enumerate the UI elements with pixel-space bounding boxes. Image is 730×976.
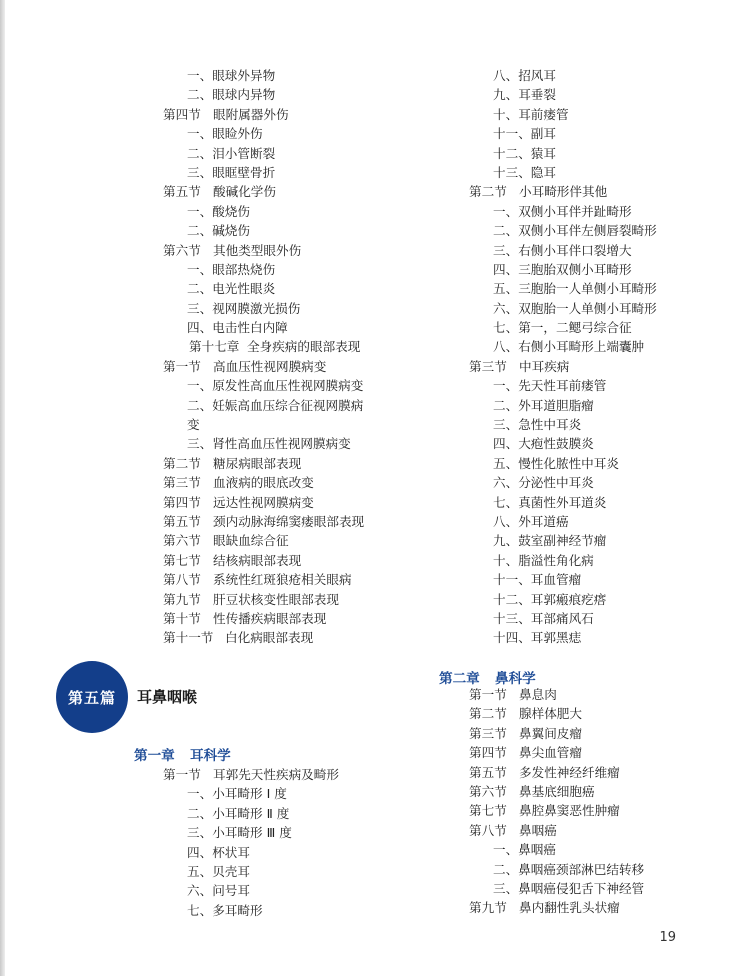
toc-section bbox=[163, 241, 423, 260]
toc-text: 眼部热烧伤 bbox=[212, 261, 276, 277]
toc-item bbox=[469, 299, 719, 318]
toc-prefix: 八、 bbox=[493, 513, 519, 529]
toc-prefix: 六、 bbox=[493, 475, 519, 491]
toc-section bbox=[163, 765, 423, 784]
toc-prefix: 四、 bbox=[493, 436, 519, 452]
toc-text: 鼻内翻性乳头状瘤 bbox=[519, 900, 620, 916]
toc-text: 鼻咽癌侵犯舌下神经管 bbox=[518, 880, 645, 896]
toc-text: 鼓室副神经节瘤 bbox=[518, 533, 607, 549]
toc-item bbox=[469, 609, 719, 628]
toc-text: 结核病眼部表现 bbox=[213, 552, 302, 568]
toc-text: 变 bbox=[187, 417, 200, 433]
toc-prefix: 二、 bbox=[493, 397, 519, 413]
toc-text: 电击性白内障 bbox=[212, 320, 288, 336]
toc-text: 白化病眼部表现 bbox=[225, 630, 314, 646]
chapter-number: 第一章 bbox=[134, 748, 175, 764]
toc-prefix: 第十一节 bbox=[163, 630, 214, 646]
toc-text: 肝豆状核变性眼部表现 bbox=[213, 591, 339, 607]
toc-prefix: 三、 bbox=[187, 825, 213, 841]
toc-text: 贝壳耳 bbox=[212, 863, 250, 879]
toc-left-bottom bbox=[163, 765, 423, 920]
toc-item bbox=[163, 163, 423, 182]
part-title: 耳鼻咽喉 bbox=[137, 688, 198, 706]
toc-prefix: 八、 bbox=[493, 68, 519, 83]
toc-text: 鼻息肉 bbox=[519, 687, 557, 702]
toc-section bbox=[163, 551, 423, 570]
toc-item bbox=[469, 337, 719, 356]
toc-prefix: 第九节 bbox=[163, 591, 201, 607]
toc-item bbox=[469, 85, 719, 104]
toc-item bbox=[469, 879, 719, 898]
toc-item bbox=[163, 66, 423, 85]
toc-text: 耳郭黑痣 bbox=[530, 630, 582, 646]
toc-prefix: 一、 bbox=[187, 378, 213, 394]
toc-text: 性传播疾病眼部表现 bbox=[213, 610, 327, 626]
toc-text: 系统性红斑狼疮相关眼病 bbox=[213, 572, 352, 588]
toc-prefix: 九、 bbox=[493, 533, 519, 549]
toc-text: 视网膜激光损伤 bbox=[212, 300, 301, 316]
toc-text: 双侧小耳伴并趾畸形 bbox=[518, 203, 632, 219]
toc-text: 外耳道癌 bbox=[518, 513, 569, 529]
toc-text: 眼缺血综合征 bbox=[213, 533, 289, 549]
toc-text: 碱烧伤 bbox=[212, 223, 250, 239]
toc-text: 眼球内异物 bbox=[212, 87, 276, 103]
toc-text: 酸碱化学伤 bbox=[213, 184, 276, 200]
toc-prefix: 第八节 bbox=[163, 572, 201, 588]
toc-prefix: 十一、 bbox=[493, 572, 531, 588]
toc-text: 泪小管断裂 bbox=[212, 145, 276, 161]
toc-text: 鼻基底细胞癌 bbox=[519, 783, 595, 799]
toc-prefix: 六、 bbox=[493, 300, 519, 316]
toc-prefix: 十四、 bbox=[493, 630, 531, 646]
toc-section bbox=[163, 454, 423, 473]
toc-item bbox=[469, 163, 719, 182]
chapter-number: 第二章 bbox=[439, 671, 480, 687]
toc-item bbox=[163, 85, 423, 104]
toc-item bbox=[469, 415, 719, 434]
toc-item bbox=[469, 221, 719, 240]
toc-text: 肾性高血压性视网膜病变 bbox=[212, 436, 351, 452]
toc-item bbox=[469, 318, 719, 337]
toc-prefix: 七、 bbox=[493, 320, 519, 336]
part-badge-label: 第五篇 bbox=[67, 688, 116, 707]
toc-text: 真菌性外耳道炎 bbox=[518, 494, 607, 510]
toc-item bbox=[469, 202, 719, 221]
toc-prefix: 七、 bbox=[187, 902, 213, 918]
toc-item bbox=[469, 105, 719, 124]
toc-text: 杯状耳 bbox=[212, 844, 250, 860]
toc-text: 其他类型眼外伤 bbox=[213, 242, 302, 258]
toc-text: 外耳道胆脂瘤 bbox=[518, 397, 594, 413]
toc-text: 第一，二鳃弓综合征 bbox=[518, 320, 632, 336]
toc-prefix: 一、 bbox=[187, 261, 213, 277]
toc-prefix: 十三、 bbox=[493, 164, 531, 180]
toc-section bbox=[469, 357, 719, 376]
toc-text: 分泌性中耳炎 bbox=[518, 475, 594, 491]
toc-prefix: 一、 bbox=[187, 68, 213, 83]
page-edge bbox=[0, 0, 5, 976]
toc-item bbox=[469, 376, 719, 395]
toc-prefix: 第六节 bbox=[163, 242, 201, 258]
toc-text: 眼眶壁骨折 bbox=[212, 164, 276, 180]
toc-item bbox=[163, 396, 423, 415]
toc-prefix: 一、 bbox=[187, 126, 213, 142]
toc-item bbox=[163, 279, 423, 298]
toc-item bbox=[469, 628, 719, 647]
toc-item bbox=[163, 415, 423, 434]
toc-text: 眼球外异物 bbox=[212, 68, 276, 83]
toc-section bbox=[469, 182, 719, 201]
toc-text: 双胞胎一人单侧小耳畸形 bbox=[518, 300, 657, 316]
toc-prefix: 七、 bbox=[493, 494, 519, 510]
toc-left-top bbox=[163, 66, 423, 648]
toc-prefix: 三、 bbox=[187, 436, 213, 452]
toc-text: 多耳畸形 bbox=[212, 902, 263, 918]
toc-item bbox=[163, 124, 423, 143]
toc-text: 远达性视网膜病变 bbox=[213, 494, 314, 510]
toc-section bbox=[469, 743, 719, 762]
toc-text: 耳部痛风石 bbox=[530, 610, 594, 626]
toc-text: 先天性耳前瘘管 bbox=[518, 378, 607, 394]
toc-text: 多发性神经纤维瘤 bbox=[519, 764, 620, 780]
toc-item bbox=[469, 66, 719, 85]
toc-text: 右侧小耳伴口裂增大 bbox=[518, 242, 632, 258]
toc-text: 糖尿病眼部表现 bbox=[213, 455, 302, 471]
chapter-title: 鼻科学 bbox=[495, 671, 536, 687]
toc-text: 三胞胎一人单侧小耳畸形 bbox=[518, 281, 657, 297]
toc-item bbox=[163, 434, 423, 453]
toc-item bbox=[163, 299, 423, 318]
toc-text: 耳郭瘢痕疙瘩 bbox=[530, 591, 607, 607]
toc-section bbox=[469, 821, 719, 840]
toc-text: 鼻尖血管瘤 bbox=[519, 745, 582, 761]
toc-prefix: 二、 bbox=[493, 861, 519, 877]
toc-prefix: 四、 bbox=[187, 844, 213, 860]
toc-item bbox=[469, 454, 719, 473]
toc-text: 隐耳 bbox=[530, 164, 556, 180]
toc-text: 右侧小耳畸形上端囊肿 bbox=[518, 339, 645, 355]
toc-item bbox=[469, 434, 719, 453]
toc-item bbox=[163, 318, 423, 337]
toc-prefix: 十二、 bbox=[493, 591, 531, 607]
toc-prefix: 十、 bbox=[493, 552, 519, 568]
toc-item bbox=[163, 843, 423, 862]
toc-item bbox=[469, 590, 719, 609]
toc-item bbox=[469, 144, 719, 163]
toc-text: 慢性化脓性中耳炎 bbox=[518, 455, 619, 471]
toc-prefix: 第二节 bbox=[469, 706, 507, 722]
toc-text: 耳郭先天性疾病及畸形 bbox=[213, 767, 339, 782]
toc-section bbox=[163, 628, 423, 647]
toc-text: 鼻咽癌颈部淋巴结转移 bbox=[518, 861, 645, 877]
toc-prefix: 十三、 bbox=[493, 610, 531, 626]
toc-text: 鼻腔鼻窦恶性肿瘤 bbox=[519, 803, 620, 819]
toc-item bbox=[469, 260, 719, 279]
toc-text: 电光性眼炎 bbox=[212, 281, 276, 297]
toc-section bbox=[469, 704, 719, 723]
toc-prefix: 二、 bbox=[187, 145, 213, 161]
toc-text: 小耳畸形伴其他 bbox=[519, 184, 608, 200]
toc-item bbox=[469, 473, 719, 492]
toc-section bbox=[163, 609, 423, 628]
toc-item bbox=[163, 144, 423, 163]
toc-item bbox=[163, 823, 423, 842]
chapter-title: 耳科学 bbox=[190, 748, 231, 764]
toc-prefix: 第五节 bbox=[163, 184, 201, 200]
toc-item bbox=[163, 202, 423, 221]
toc-section bbox=[163, 590, 423, 609]
toc-text: 鼻翼间皮瘤 bbox=[519, 725, 582, 741]
toc-item bbox=[163, 901, 423, 920]
toc-prefix: 第七节 bbox=[469, 803, 507, 819]
toc-prefix: 第二节 bbox=[163, 455, 201, 471]
toc-text: 妊娠高血压综合征视网膜病 bbox=[212, 397, 364, 413]
toc-item bbox=[469, 840, 719, 859]
toc-prefix: 第三节 bbox=[469, 358, 507, 374]
toc-prefix: 第五节 bbox=[469, 764, 507, 780]
toc-section bbox=[163, 493, 423, 512]
toc-text: 腺样体肥大 bbox=[519, 706, 582, 722]
chapter-heading-nose bbox=[439, 667, 536, 687]
toc-item bbox=[469, 860, 719, 879]
toc-item bbox=[163, 376, 423, 395]
toc-prefix: 三、 bbox=[187, 300, 213, 316]
toc-prefix: 第九节 bbox=[469, 900, 507, 916]
toc-text: 颈内动脉海绵窦瘘眼部表现 bbox=[213, 513, 365, 529]
toc-text: 小耳畸形 Ⅲ 度 bbox=[212, 825, 292, 841]
toc-prefix: 四、 bbox=[493, 261, 519, 277]
toc-prefix: 四、 bbox=[187, 320, 213, 336]
toc-text: 眼睑外伤 bbox=[212, 126, 263, 142]
toc-text: 眼附属器外伤 bbox=[213, 106, 289, 122]
toc-section bbox=[469, 685, 719, 704]
toc-text: 大疱性鼓膜炎 bbox=[518, 436, 594, 452]
toc-text: 脂溢性角化病 bbox=[518, 552, 594, 568]
toc-text: 猿耳 bbox=[530, 145, 556, 161]
toc-prefix: 第八节 bbox=[469, 822, 507, 838]
toc-prefix: 第三节 bbox=[163, 475, 201, 491]
toc-section bbox=[469, 724, 719, 743]
toc-text: 耳垂裂 bbox=[518, 87, 556, 103]
toc-item bbox=[469, 531, 719, 550]
toc-item bbox=[163, 862, 423, 881]
toc-section bbox=[469, 898, 719, 917]
toc-prefix: 五、 bbox=[493, 455, 519, 471]
toc-text: 全身疾病的眼部表现 bbox=[247, 339, 361, 355]
toc-item bbox=[469, 124, 719, 143]
toc-prefix: 五、 bbox=[187, 863, 213, 879]
toc-text: 原发性高血压性视网膜病变 bbox=[212, 378, 364, 394]
toc-text: 血液病的眼底改变 bbox=[213, 475, 314, 491]
toc-prefix: 一、 bbox=[493, 842, 519, 858]
toc-text: 三胞胎双侧小耳畸形 bbox=[518, 261, 632, 277]
toc-section bbox=[163, 512, 423, 531]
toc-section bbox=[469, 782, 719, 801]
toc-item bbox=[469, 551, 719, 570]
toc-prefix: 第四节 bbox=[163, 494, 201, 510]
toc-section bbox=[469, 801, 719, 820]
toc-prefix: 一、 bbox=[493, 378, 519, 394]
toc-item bbox=[163, 804, 423, 823]
toc-item bbox=[469, 512, 719, 531]
toc-prefix: 第七节 bbox=[163, 552, 201, 568]
toc-section bbox=[163, 570, 423, 589]
toc-prefix: 第一节 bbox=[163, 767, 201, 782]
toc-prefix: 二、 bbox=[187, 223, 213, 239]
chapter-heading-ear bbox=[134, 744, 231, 764]
toc-prefix: 二、 bbox=[187, 87, 213, 103]
toc-prefix: 一、 bbox=[187, 203, 213, 219]
toc-text: 鼻咽癌 bbox=[518, 842, 556, 858]
toc-prefix: 第六节 bbox=[163, 533, 201, 549]
toc-prefix: 二、 bbox=[187, 281, 213, 297]
toc-section bbox=[163, 531, 423, 550]
toc-item bbox=[163, 784, 423, 803]
toc-text: 急性中耳炎 bbox=[518, 417, 582, 433]
toc-prefix: 第一节 bbox=[469, 687, 507, 702]
toc-prefix: 三、 bbox=[493, 880, 519, 896]
toc-prefix: 十二、 bbox=[493, 145, 531, 161]
toc-text: 高血压性视网膜病变 bbox=[213, 358, 327, 374]
toc-item bbox=[163, 881, 423, 900]
part-badge bbox=[56, 661, 128, 733]
toc-prefix: 八、 bbox=[493, 339, 519, 355]
toc-prefix: 十一、 bbox=[493, 126, 531, 142]
toc-text: 耳血管瘤 bbox=[530, 572, 582, 588]
toc-prefix: 二、 bbox=[187, 805, 213, 821]
toc-prefix: 第六节 bbox=[469, 783, 507, 799]
toc-text: 小耳畸形 Ⅱ 度 bbox=[212, 805, 290, 821]
toc-prefix: 第五节 bbox=[163, 513, 201, 529]
toc-section bbox=[163, 105, 423, 124]
toc-section bbox=[163, 182, 423, 201]
toc-right-bottom bbox=[469, 685, 719, 918]
toc-prefix: 五、 bbox=[493, 281, 519, 297]
toc-prefix: 第一节 bbox=[163, 358, 201, 374]
toc-prefix: 二、 bbox=[187, 397, 213, 413]
toc-section bbox=[163, 473, 423, 492]
toc-prefix: 一、 bbox=[493, 203, 519, 219]
toc-prefix: 三、 bbox=[493, 417, 519, 433]
toc-prefix: 第四节 bbox=[163, 106, 201, 122]
toc-item bbox=[469, 570, 719, 589]
toc-text: 副耳 bbox=[530, 126, 556, 142]
toc-item bbox=[163, 221, 423, 240]
toc-right-top bbox=[469, 66, 719, 648]
toc-text: 问号耳 bbox=[212, 883, 250, 899]
toc-section bbox=[163, 357, 423, 376]
toc-prefix: 三、 bbox=[493, 242, 519, 258]
toc-prefix: 一、 bbox=[187, 786, 213, 802]
toc-text: 招风耳 bbox=[518, 68, 556, 83]
toc-item bbox=[469, 493, 719, 512]
toc-section bbox=[469, 763, 719, 782]
toc-prefix: 第四节 bbox=[469, 745, 507, 761]
toc-chapter bbox=[163, 337, 423, 356]
toc-item bbox=[469, 241, 719, 260]
toc-prefix: 十、 bbox=[493, 106, 519, 122]
toc-text: 耳前瘘管 bbox=[518, 106, 569, 122]
toc-item bbox=[469, 279, 719, 298]
toc-text: 双侧小耳伴左侧唇裂畸形 bbox=[518, 223, 657, 239]
toc-prefix: 二、 bbox=[493, 223, 519, 239]
toc-text: 中耳疾病 bbox=[519, 358, 570, 374]
toc-prefix: 第三节 bbox=[469, 725, 507, 741]
toc-item bbox=[163, 260, 423, 279]
toc-item bbox=[469, 396, 719, 415]
toc-prefix: 三、 bbox=[187, 164, 213, 180]
toc-text: 酸烧伤 bbox=[212, 203, 250, 219]
toc-prefix: 第十七章 bbox=[189, 339, 240, 355]
toc-prefix: 六、 bbox=[187, 883, 213, 899]
toc-text: 鼻咽癌 bbox=[519, 822, 557, 838]
page-number: 19 bbox=[659, 930, 676, 945]
toc-prefix: 九、 bbox=[493, 87, 519, 103]
toc-text: 小耳畸形 Ⅰ 度 bbox=[212, 786, 287, 802]
toc-prefix: 第二节 bbox=[469, 184, 507, 200]
toc-prefix: 第十节 bbox=[163, 610, 201, 626]
